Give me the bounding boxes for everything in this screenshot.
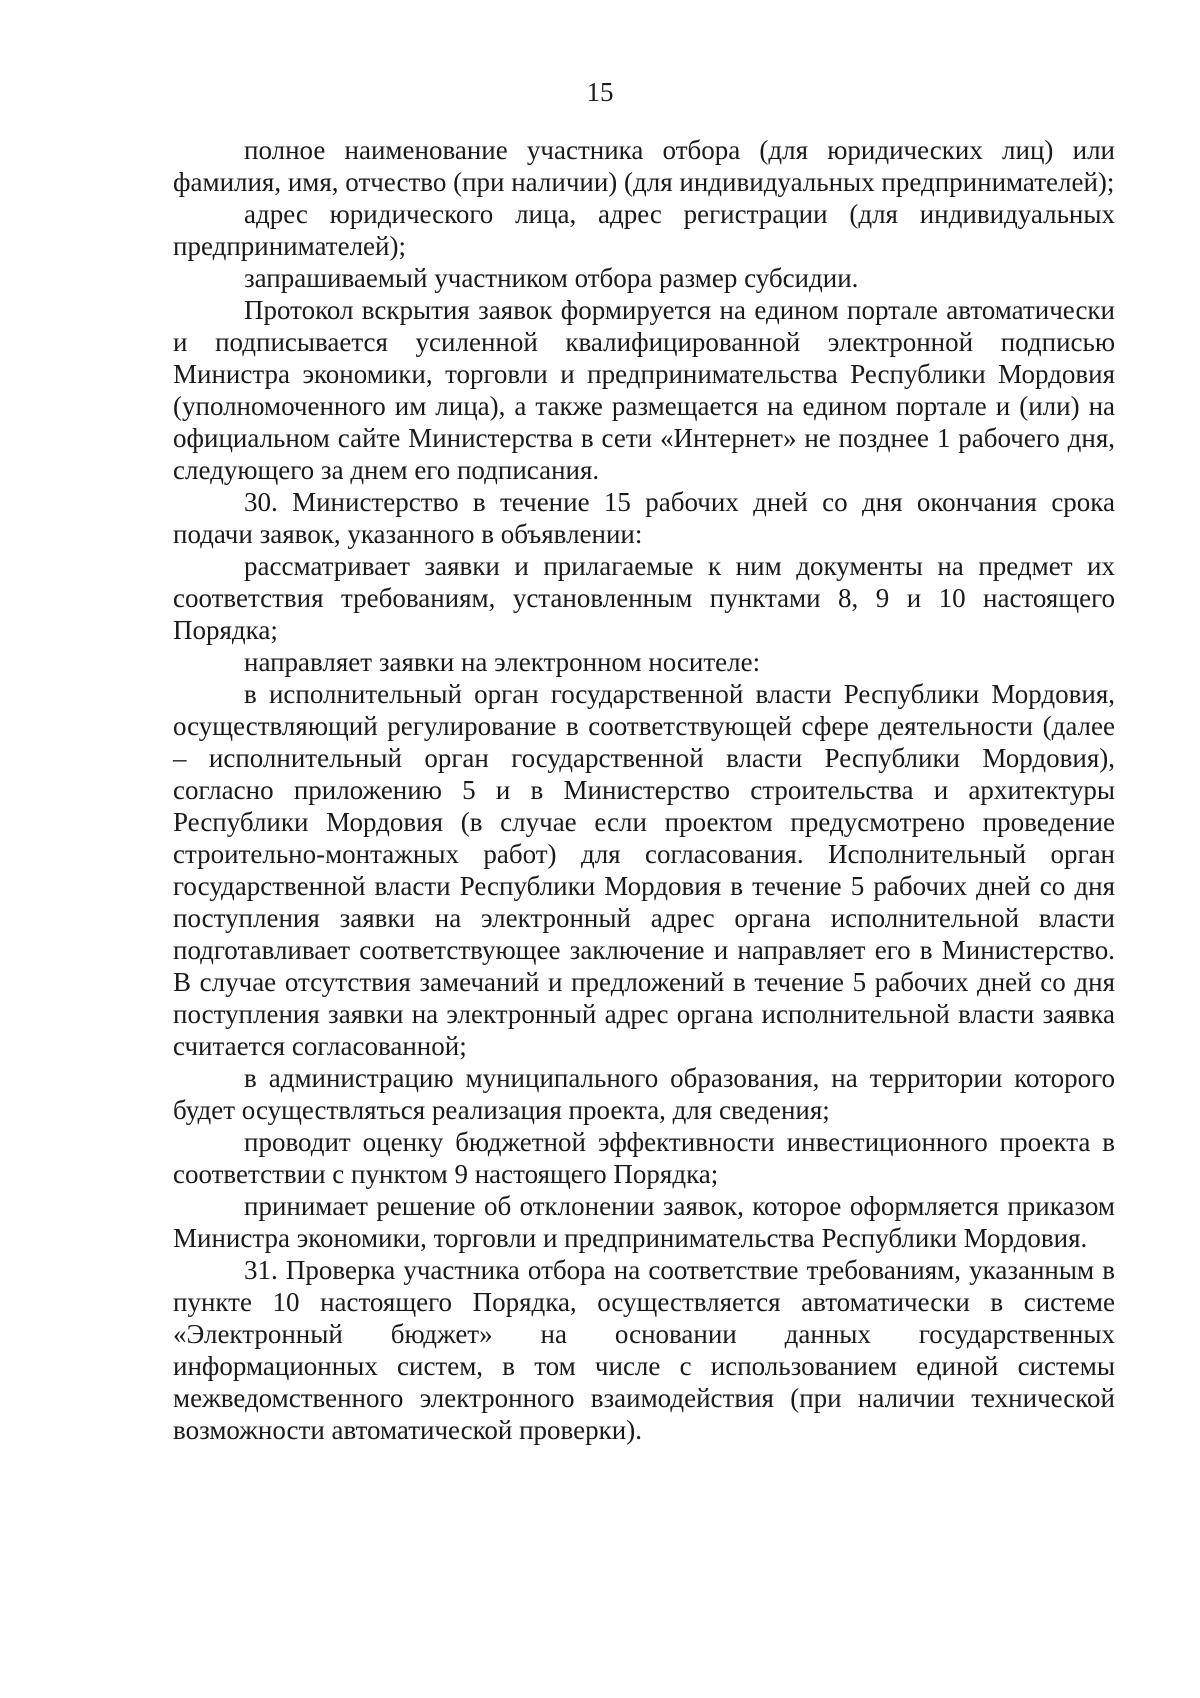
paragraph-municipal-administration: в администрацию муниципального образования, на территории которого будет осуществляться реализация проекта, для сведения;: [173, 1063, 1115, 1125]
paragraph-executive-body: в исполнительный орган государственной власти Республики Мордовия, осуществляющий регулирование в соответствующей сфере деятельности (далее – исполнительный орган государственной власти Республики Мордовия), согласно приложению 5 и в Министерство строительства и архитектуры Республики Мордовия (в случае если проектом предусмотрено проведение строительно-монтажных работ) для согласования. Исполнительный орган государственной власти Республики Мордовия в течение 5 рабочих дней со дня поступления заявки на электронный адрес органа исполнительной власти подготавливает соответствующее заключение и направляет его в Министерство. В случае отсутствия замечаний и предложений в течение 5 рабочих дней со дня поступления заявки на электронный адрес органа исполнительной власти заявка считается согласованной;: [173, 679, 1115, 1061]
paragraph-send-applications: направляет заявки на электронном носителе:: [244, 647, 761, 677]
paragraph-item-30: 30. Министерство в течение 15 рабочих дней со дня окончания срока подачи заявок, указанного в объявлении:: [173, 487, 1115, 549]
paragraph-opening-protocol: Протокол вскрытия заявок формируется на едином портале автоматически и подписывается усиленной квалифицированной электронной подписью Министра экономики, торговли и предпринимательства Республики Мордовия (уполномоченного им лица), а также размещается на едином портале и (или) на официальном сайте Министерства в сети «Интернет» не позднее 1 рабочего дня, следующего за днем его подписания.: [173, 295, 1115, 485]
document-body: [173, 134, 1115, 1446]
paragraph-subsidy-amount: запрашиваемый участником отбора размер субсидии.: [244, 263, 859, 293]
paragraph-item-31: 31. Проверка участника отбора на соответствие требованиям, указанным в пункте 10 настоящего Порядка, осуществляется автоматически в системе «Электронный бюджет» на основании данных государственных информационных систем, в том числе с использованием единой системы межведомственного электронного взаимодействия (при наличии технической возможности автоматической проверки).: [173, 1255, 1115, 1445]
page-number: 15: [586, 77, 614, 107]
paragraph-rejection-decision: принимает решение об отклонении заявок, которое оформляется приказом Министра экономики, торговли и предпринимательства Республики Мордовия.: [173, 1191, 1115, 1253]
paragraph-review-applications: рассматривает заявки и прилагаемые к ним документы на предмет их соответствия требованиям, установленным пунктами 8, 9 и 10 настоящего Порядка;: [173, 551, 1115, 645]
paragraph-legal-address: адрес юридического лица, адрес регистрации (для индивидуальных предпринимателей);: [173, 199, 1115, 261]
paragraph-budget-efficiency: проводит оценку бюджетной эффективности инвестиционного проекта в соответствии с пунктом 9 настоящего Порядка;: [173, 1127, 1115, 1189]
paragraph-participant-name: полное наименование участника отбора (для юридических лиц) или фамилия, имя, отчество (при наличии) (для индивидуальных предпринимателей);: [173, 135, 1115, 197]
